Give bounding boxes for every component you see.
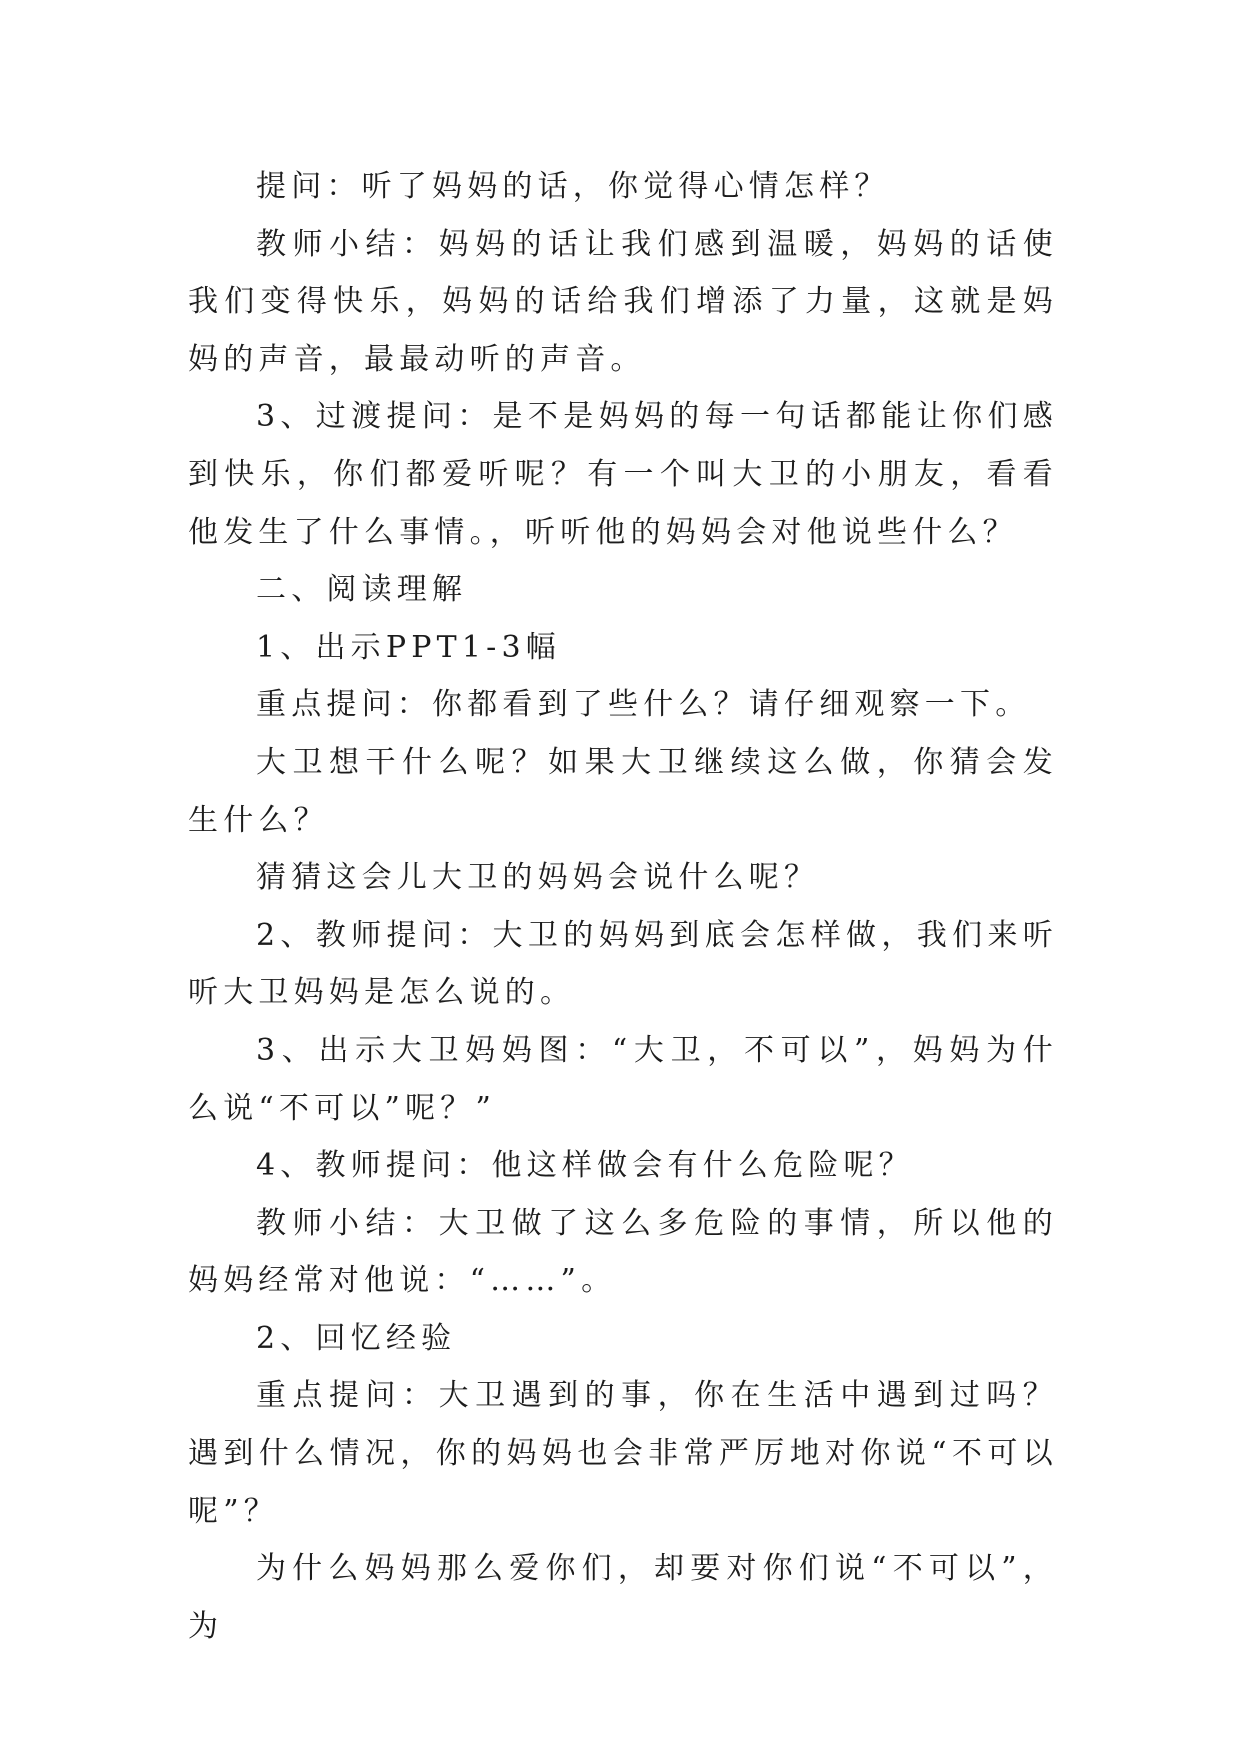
paragraph-show-mom-picture: 3、出示大卫妈妈图：“大卫，不可以”，妈妈为什么说“不可以”呢？”	[188, 1032, 1058, 1126]
paragraph-david-guess: 大卫想干什么呢？如果大卫继续这么做，你猜会发生什么？	[188, 744, 1058, 838]
section-heading-reading: 二、阅读理解	[256, 572, 468, 608]
paragraph-teacher-question-2: 2、教师提问：大卫的妈妈到底会怎样做，我们来听听大卫妈妈是怎么说的。	[188, 917, 1058, 1011]
paragraph-transition-question: 3、过渡提问：是不是妈妈的每一句话都能让你们感到快乐，你们都爱听呢？有一个叫大卫的小朋友，看看他发生了什么事情。，听听他的妈妈会对他说些什么？	[188, 399, 1058, 550]
paragraph-key-question-1: 重点提问：你都看到了些什么？请仔细观察一下。	[256, 687, 1031, 723]
paragraph-question-feeling: 提问：听了妈妈的话，你觉得心情怎样？	[256, 169, 890, 204]
paragraph-why-question: 为什么妈妈那么爱你们，却要对你们说“不可以”，为	[188, 1551, 1058, 1644]
paragraph-teacher-summary-2: 教师小结：大卫做了这么多危险的事情，所以他的妈妈经常对他说：“……”。	[188, 1205, 1058, 1299]
paragraph-show-ppt: 1、出示PPT1-3幅	[256, 629, 561, 665]
paragraph-key-question-2: 重点提问：大卫遇到的事，你在生活中遇到过吗？遇到什么情况，你的妈妈也会非常严厉地对你说“不可以呢”？	[188, 1378, 1058, 1529]
paragraph-mom-guess: 猜猜这会儿大卫的妈妈会说什么呢？	[256, 860, 820, 896]
paragraph-recall-experience: 2、回忆经验	[256, 1320, 457, 1356]
paragraph-teacher-question-4: 4、教师提问：他这样做会有什么危险呢？	[256, 1148, 914, 1184]
paragraph-teacher-summary-1: 教师小结：妈妈的话让我们感到温暖，妈妈的话使我们变得快乐，妈妈的话给我们增添了力量，这就是妈妈的声音，最最动听的声音。	[188, 226, 1058, 377]
document-body	[188, 158, 1058, 1655]
